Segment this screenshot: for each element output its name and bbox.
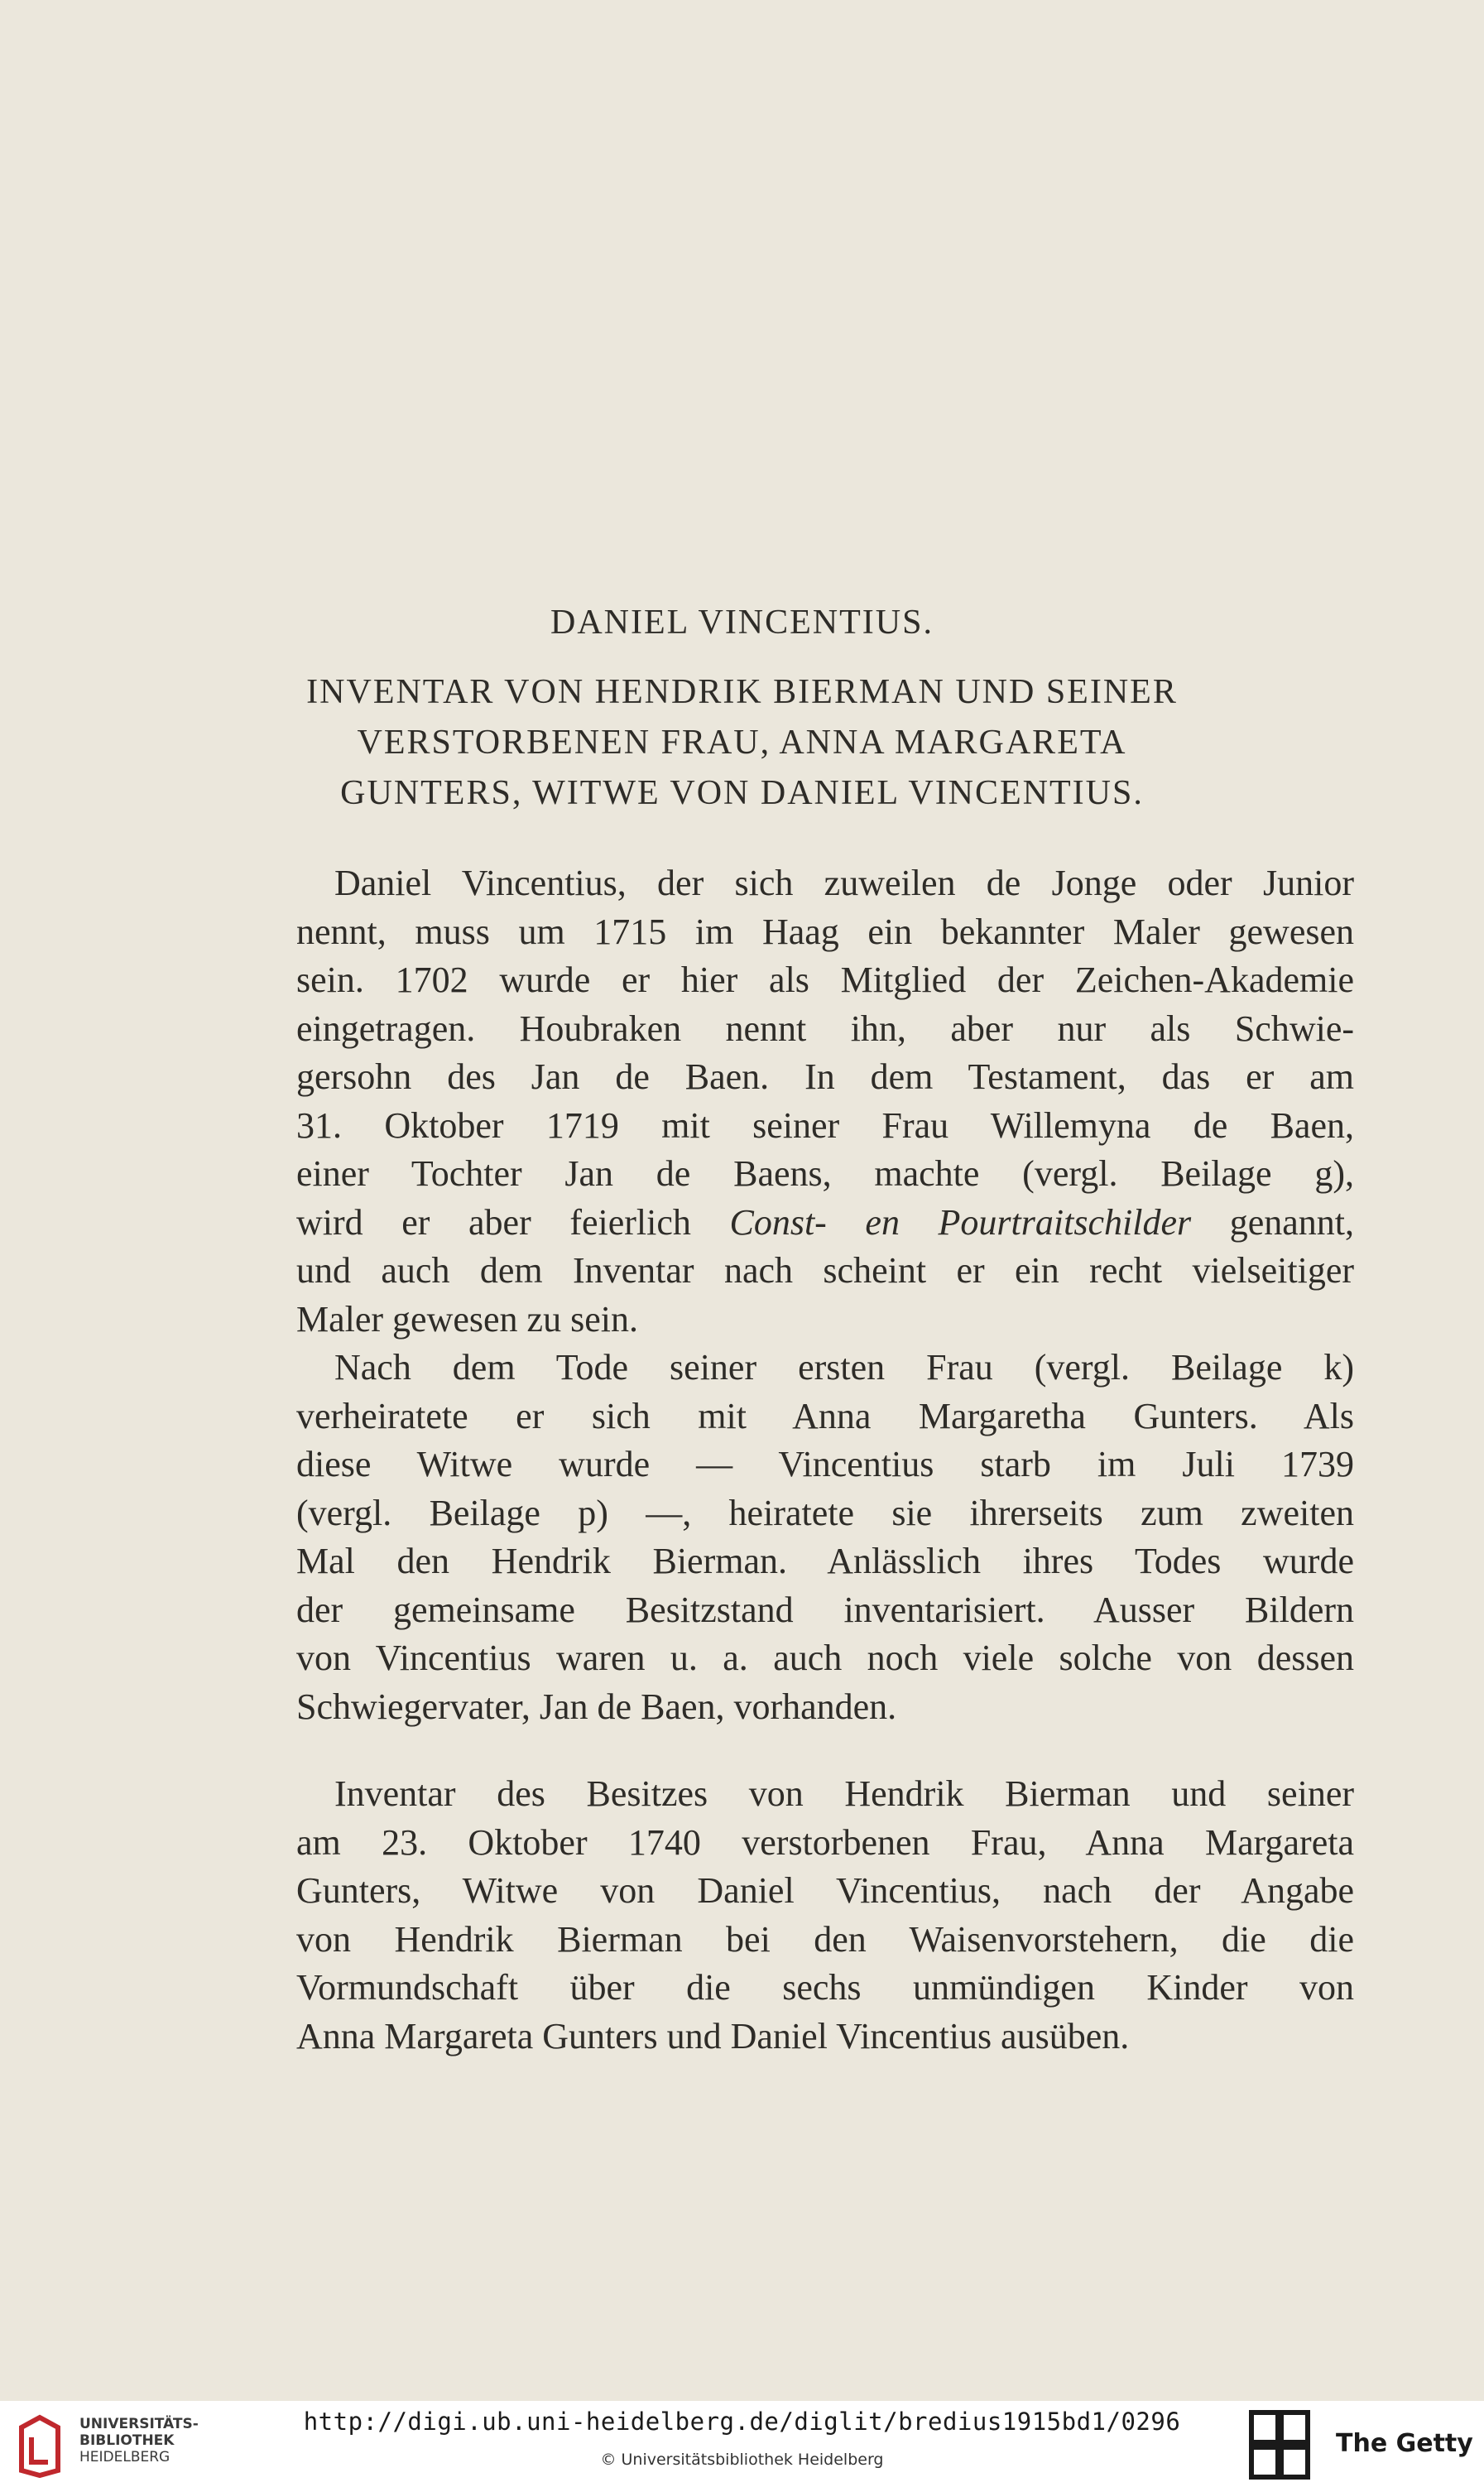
text-line: 31. Oktober 1719 mit seiner Frau Willemyna de Baen, [296, 1104, 1354, 1146]
text-line: Vormundschaft über die sechs unmündigen Kinder von [296, 1967, 1354, 2008]
text-run: genannt, [1191, 1201, 1354, 1243]
text-line: eingetragen. Houbraken nennt ihn, aber nur als Schwie- [296, 1008, 1354, 1049]
text-line: von Vincentius waren u. a. auch noch viele solche von dessen [296, 1638, 1354, 1678]
getty-logo-icon[interactable] [1248, 2409, 1311, 2482]
text-line: und auch dem Inventar nach scheint er ein recht vielseitiger [296, 1250, 1354, 1291]
paragraph-1 [296, 859, 1354, 1344]
text-line: Mal den Hendrik Bierman. Anlässlich ihres Todes wurde [296, 1541, 1354, 1581]
library-name-line: UNIVERSITÄTS- [79, 2416, 199, 2432]
text-line: Schwiegervater, Jan de Baen, vorhanden. [296, 1686, 897, 1727]
text-line: sein. 1702 wurde er hier als Mitglied der Zeichen-Akademie [296, 960, 1354, 1000]
text-line: nennt, muss um 1715 im Haag ein bekannter Maler gewesen [296, 911, 1354, 952]
library-name-line: HEIDELBERG [79, 2449, 170, 2465]
text-line: einer Tochter Jan de Baens, machte (vergl. Beilage g), [296, 1153, 1354, 1194]
text-line: Inventar des Besitzes von Hendrik Bierman und seiner [334, 1773, 1354, 1814]
subtitle-line-2: VERSTORBENEN FRAU, ANNA MARGARETA [357, 724, 1127, 762]
text-line: Nach dem Tode seiner ersten Frau (vergl. Beilage k) [334, 1347, 1354, 1388]
library-name-line: BIBLIOTHEK [79, 2432, 175, 2449]
text-line: der gemeinsame Besitzstand inventarisiert. Ausser Bildern [296, 1589, 1354, 1630]
partner-name: The Getty [1336, 2429, 1473, 2458]
permalink-url[interactable]: http://digi.ub.uni-heidelberg.de/diglit/bredius1915bd1/0296 [303, 2408, 1181, 2436]
text-line: Gunters, Witwe von Daniel Vincentius, nach der Angabe [296, 1870, 1354, 1911]
copyright-notice: © Universitätsbibliothek Heidelberg [600, 2451, 884, 2469]
text-run: wird er aber feierlich [296, 1201, 730, 1243]
subtitle-line-3: GUNTERS, WITWE VON DANIEL VINCENTIUS. [340, 774, 1144, 812]
text-line: (vergl. Beilage p) —, heiratete sie ihrerseits zum zweiten [296, 1492, 1354, 1533]
text-line: diese Witwe wurde — Vincentius starb im Juli 1739 [296, 1444, 1354, 1484]
text-line: Anna Margareta Gunters und Daniel Vincentius ausüben. [296, 2015, 1130, 2056]
text-line: gersohn des Jan de Baen. In dem Testament, das er am [296, 1056, 1354, 1097]
text-line: von Hendrik Bierman bei den Waisenvorstehern, die die [296, 1918, 1354, 1960]
text-line: am 23. Oktober 1740 verstorbenen Frau, Anna Margareta [296, 1821, 1354, 1863]
text-line [296, 1199, 1354, 1248]
paragraph-3 [296, 1770, 1354, 2061]
text-line: Maler gewesen zu sein. [296, 1298, 638, 1340]
paragraph-2 [296, 1344, 1354, 1731]
italic-term: Const- en Pourtraitschilder [729, 1201, 1192, 1243]
subtitle-line-1: INVENTAR VON HENDRIK BIERMAN UND SEINER [306, 673, 1178, 711]
text-line: Daniel Vincentius, der sich zuweilen de Jonge oder Junior [334, 863, 1354, 903]
text-line: verheiratete er sich mit Anna Margaretha Gunters. Als [296, 1395, 1354, 1436]
footer-bar [0, 2401, 1484, 2487]
section-title: DANIEL VINCENTIUS. [550, 604, 934, 642]
